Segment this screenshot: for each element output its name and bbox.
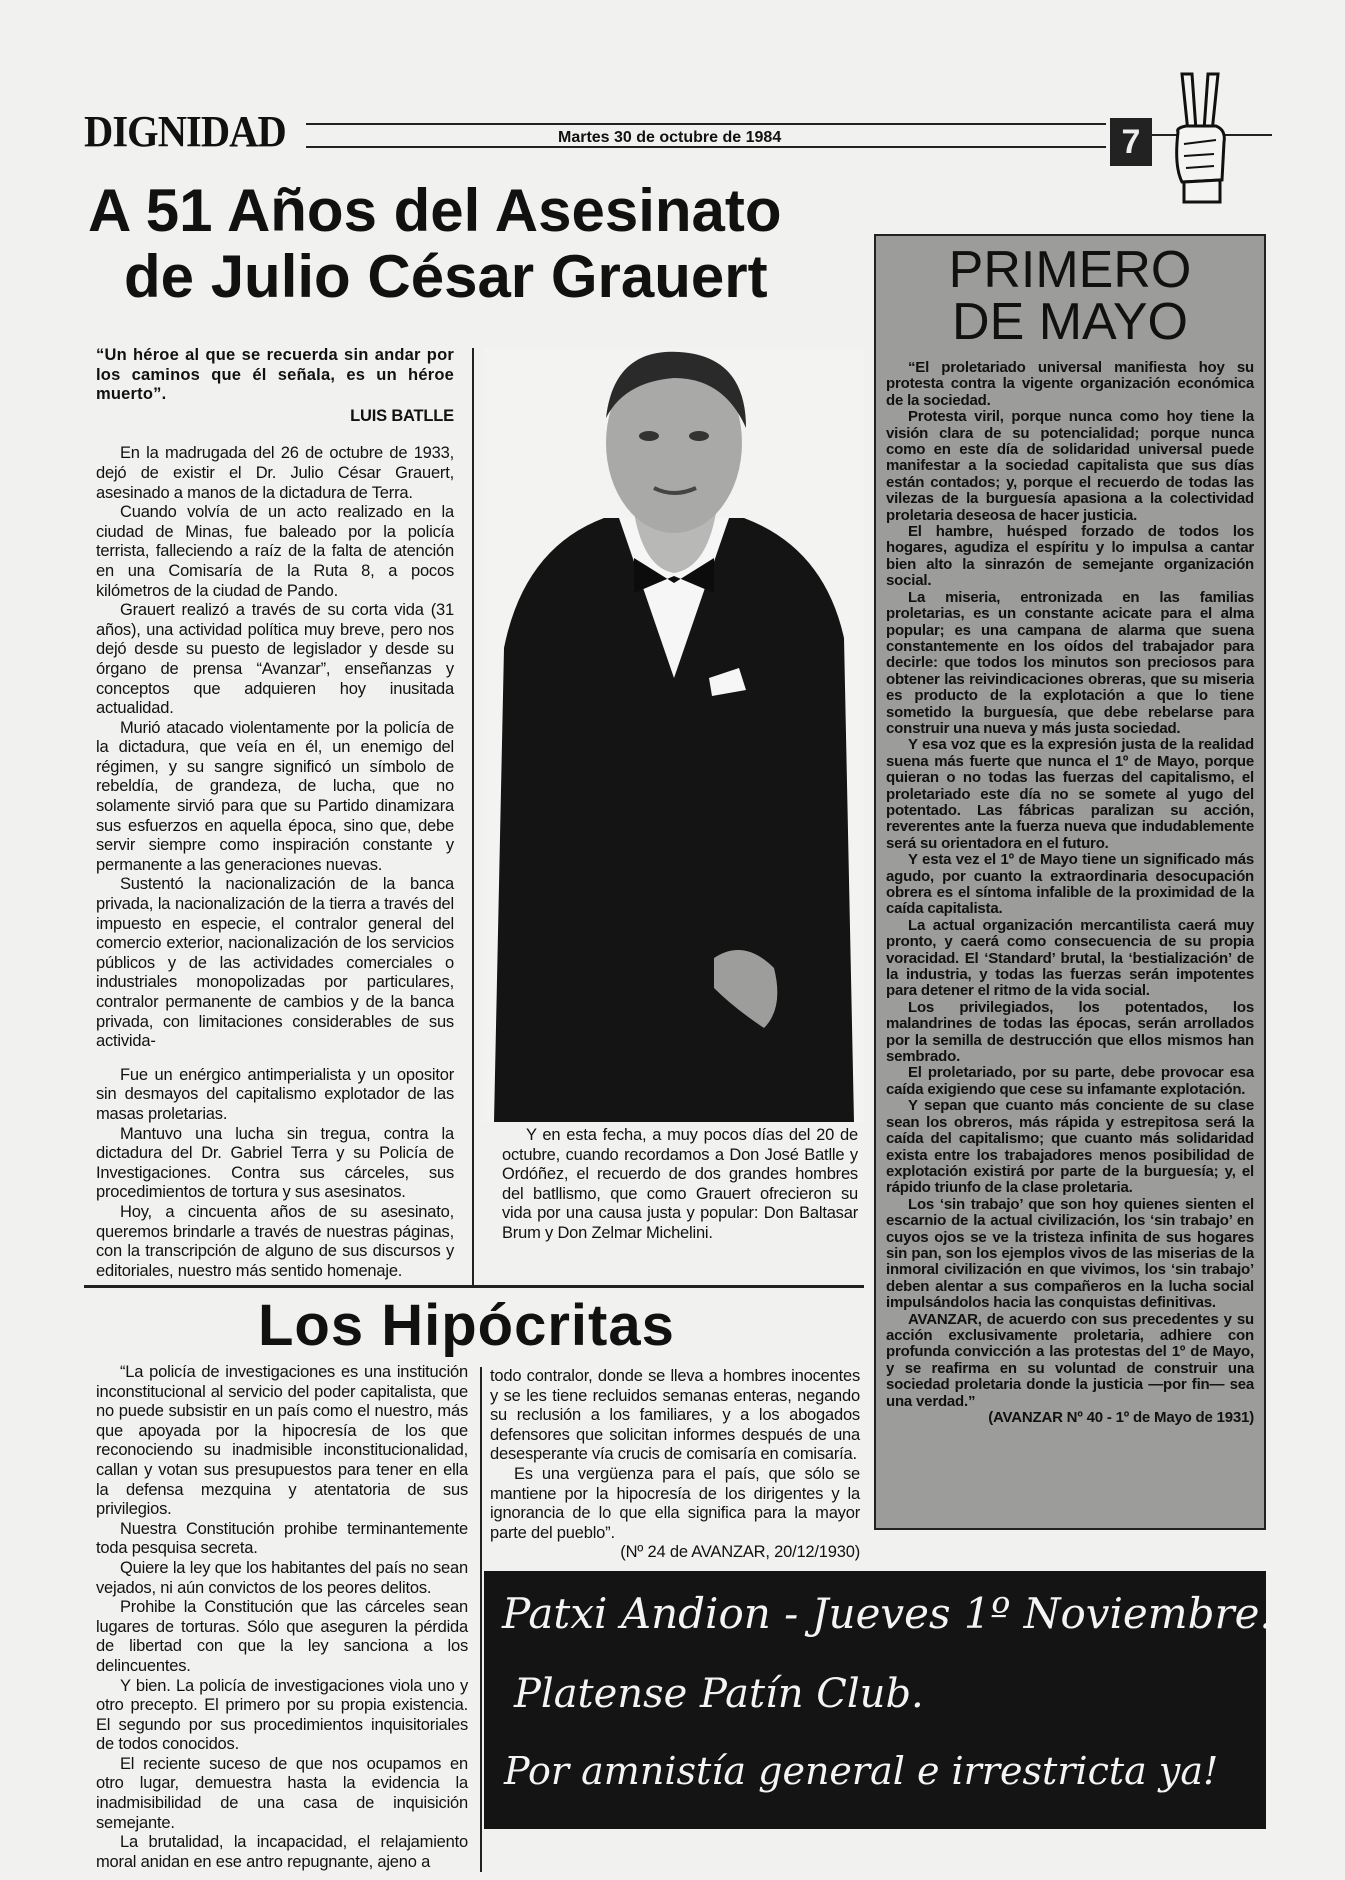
sidebar-paragraph: Y sepan que cuanto más conciente de su clase sean los obreros, más rápida y estrepitosa será la caída del capitalismo; que cuanto más solidaridad exista entre los trabajadores menos posibilidad de explotación existirá por parte de la burguesía; y, el rápido triunfo de la clase proletaria. — [886, 1097, 1254, 1197]
banner-line-1: Patxi Andion - Jueves 1º Noviembre. — [502, 1589, 1273, 1638]
article-paragraph: Mantuvo una lucha sin tregua, contra la dictadura del Dr. Gabriel Terra y su Policía de Investigaciones. Contra sus cárceles, sus procedimientos de tortura y sus asesinatos. — [96, 1124, 454, 1202]
photo-caption — [502, 1126, 858, 1244]
masthead: DIGNIDAD — [84, 107, 286, 156]
sidebar-paragraph: La actual organización mercantilista caerá muy pronto, y caerá como consecuencia de su propia voracidad. El ‘Standard’ brutal, la ‘bestialización’ de la industria, y todas las fuerzas serán impotentes para detener el ritmo de la vida social. — [886, 916, 1254, 1000]
article-paragraph: Cuando volvía de un acto realizado en la ciudad de Minas, fue baleado por la policía terrista, falleciendo a raíz de la falta de atención en una Comisaría de la Ruta 8, a pocos kilómetros de la ciudad de Pando. — [96, 503, 454, 600]
sidebar-paragraph: Los privilegiados, los potentados, los malandrines de todas las épocas, serán arrollados por la semilla de destrucción que ellos mismos han sembrado. — [886, 998, 1254, 1066]
headline-line-1: A 51 Años del Asesinato — [88, 177, 782, 244]
hipocritas-paragraph: Es una vergüenza para el país, que sólo se mantiene por la hipocresía de los dirigentes y la ignorancia de lo que ella significa para la mayor parte del pueblo”. — [490, 1464, 860, 1542]
epigraph-author: LUIS BATLLE — [350, 406, 454, 425]
column-divider — [472, 348, 474, 1285]
sidebar-paragraph: “El proletariado universal manifiesta hoy su protesta contra la vigente organización económica de la sociedad. — [886, 359, 1254, 409]
article-column — [96, 346, 454, 1281]
section-rule — [84, 1285, 864, 1288]
event-banner — [484, 1571, 1273, 1829]
article-paragraph: Grauert realizó a través de su corta vida (31 años), una actividad política muy breve, pero nos dejó desde su puesto de legislador y desde su órgano de prensa “Avanzar”, enseñanzas y conceptos que adquieren hoy inusitada actualidad. — [96, 601, 454, 718]
hipocritas-paragraph: todo contralor, donde se lleva a hombres inocentes y se les tiene recluidos semanas enteras, negando su reclusión a los familiares, y a los abogados defensores que solicitan informes después de una desesperante vía crucis de comisaría en comisaría. — [490, 1367, 860, 1464]
sidebar-paragraph: El hambre, huésped forzado de todos los hogares, agudiza el espíritu y lo impulsa a cantar bien alto la sinrazón de semejante organización social. — [886, 523, 1254, 590]
hipocritas-column-left — [96, 1363, 468, 1872]
hipocritas-paragraph: Quiere la ley que los habitantes del país no sean vejados, ni aún convictos de los peores delitos. — [96, 1558, 468, 1597]
epigraph-quote: “Un héroe al que se recuerda sin andar por los caminos que él señala, es un héroe muerto”. — [96, 346, 454, 404]
hipocritas-source: (Nº 24 de AVANZAR, 20/12/1930) — [620, 1543, 860, 1562]
banner-line-3: Por amnistía general e irrestricta ya! — [504, 1749, 1219, 1793]
article-paragraph: En la madrugada del 26 de octubre de 1933, dejó de existir el Dr. Julio César Grauert, asesinado a manos de la dictadura de Terra. — [96, 444, 454, 502]
page-number: 7 — [1110, 118, 1152, 166]
sidebar-paragraph: AVANZAR, de acuerdo con sus precedentes y su acción exclusivamente proletaria, adhiere con profunda convicción a las protestas del 1º de Mayo, y se reafirma en su voluntad de construir una sociedad proletaria donde la justicia —por fin— sea una verdad.” — [886, 1310, 1254, 1410]
sidebar-primero-de-mayo — [874, 234, 1266, 1530]
sidebar-paragraph: Y esta vez el 1º de Mayo tiene un significado más agudo, por cuanto la extraordinaria desocupación obrera es el síntoma infalible de la proximidad de la caída capitalista. — [886, 851, 1254, 918]
article-headline — [88, 178, 868, 310]
sidebar-title-line-2: DE MAYO — [952, 293, 1188, 351]
scan-gap — [96, 1052, 454, 1066]
sidebar-paragraph: Los ‘sin trabajo’ que son hoy quienes sienten el escarnio de la actual civilización, los ‘sin trabajo’ en cuyos ojos se ve la tristeza infinita de sus hogares sin pan, son los ejemplos vivos de las miserias de la inmoral civilización en que vivimos, los ‘sin trabajo’ deben alentar a sus compañeros en la lucha social impulsándolos hacia las conquistas definitivas. — [886, 1195, 1254, 1312]
sidebar-paragraph: Protesta viril, porque nunca como hoy tiene la visión clara de su potencialidad; porque nunca como en este día de solidaridad universal puede manifestar a la sociedad capitalista que sus días están contados; y, porque el recuerdo de todas las vilezas de la burguesía apasiona a la colectividad proletaria deseosa de hacer justicia. — [886, 408, 1254, 524]
sidebar-paragraph: El proletariado, por su parte, debe provocar esa caída exigiendo que cese su infamante explotación. — [886, 1064, 1254, 1098]
photo-caption-text: Y en esta fecha, a muy pocos días del 20 de octubre, cuando recordamos a Don José Batlle y Ordóñez, el recuerdo de dos grandes hombres del batllismo, que como Grauert ofrecieron su vida por una causa justa y popular: Don Baltasar Brum y Don Zelmar Michelini. — [502, 1126, 858, 1242]
hipocritas-paragraph: El reciente suceso de que nos ocupamos en otro lugar, demuestra hasta la evidencia la inadmisibilidad de una casa de inquisición semejante. — [96, 1754, 468, 1832]
header-rule-top — [306, 123, 1106, 125]
hipocritas-paragraph: “La policía de investigaciones es una institución inconstitucional al servicio del poder capitalista, que no puede subsistir en un país como el nuestro, más que apoyada por la hipocresía de los que reconociendo su inadmisible inconstitucionalidad, callan y votan sus presupuestos para tener en ella la defensa mezquina y atentatoria de sus privilegios. — [96, 1363, 468, 1519]
sidebar-paragraph: Y esa voz que es la expresión justa de la realidad suena más fuerte que nunca el 1º de Mayo, porque quieran o no todas las fuerzas del capitalismo, el proletariado este día no se somete al yugo del potentado. Las fábricas paralizan su acción, reverentes ante la fuerza nueva que indudablemente será su orientadora en el futuro. — [886, 736, 1254, 852]
portrait-photo — [484, 348, 864, 1122]
article-paragraph: Murió atacado violentamente por la policía de la dictadura, que veía en él, un enemigo del régimen, y su sangre significó un símbolo de rebeldía, de grandeza, de lucha, que no solamente sirvió para que su Partido dinamizara sus esfuerzos en aquella época, sino que, debe servir siempre como inspiración constante y permanente a las generaciones nuevas. — [96, 718, 454, 874]
article-paragraph: Sustentó la nacionalización de la banca privada, la nacionalización de la tierra a través del impuesto en especie, el contralor general del comercio exterior, nacionalización de los servicios públicos y de las actividades comerciales o industriales monopolizadas por particulares, contralor permanente de cambios y de la banca privada, con limitaciones considerables de sus activida- — [96, 875, 454, 1051]
hipocritas-paragraph: La brutalidad, la incapacidad, el relajamiento moral anidan en ese antro repugnante, ajeno a — [96, 1833, 468, 1871]
banner-line-2: Platense Patín Club. — [514, 1671, 924, 1717]
hipocritas-paragraph: Nuestra Constitución prohibe terminantemente toda pesquisa secreta. — [96, 1519, 468, 1558]
sidebar-paragraph: La miseria, entronizada en las familias proletarias, es un constante acicate para el alma popular; es una campana de alarma que suena constantemente en los oídos del trabajador para decirle: que todos los minutos son preciosos para obtener las reivindicaciones obreras, que su miseria es producto de la explotación a que lo tiene sometido la burguesía, que debe rebelarse para construir una nueva y más justa sociedad. — [886, 588, 1254, 737]
article-paragraph: Fue un enérgico antimperialista y un opositor sin desmayos del capitalismo explotador de las masas proletarias. — [96, 1065, 454, 1123]
victory-hand-icon — [1168, 70, 1232, 206]
sidebar-title-line-1: PRIMERO — [948, 241, 1192, 299]
sidebar-source: (AVANZAR Nº 40 - 1º de Mayo de 1931) — [988, 1409, 1254, 1426]
sidebar-title — [886, 241, 1254, 351]
sidebar-body — [886, 360, 1254, 1426]
hipocritas-column-right — [490, 1367, 860, 1563]
hipocritas-paragraph: Y bien. La policía de investigaciones viola uno y otro precepto. El primero por su propia existencia. El segundo por sus procedimientos inquisitoriales de todos conocidos. — [96, 1676, 468, 1754]
hipocritas-title: Los Hipócritas — [258, 1293, 675, 1358]
article-paragraph: Hoy, a cincuenta años de su asesinato, queremos brindarle a través de nuestras páginas, con la transcripción de alguno de sus discursos y editoriales, nuestro más sentido homenaje. — [96, 1202, 454, 1280]
issue-date: Martes 30 de octubre de 1984 — [558, 129, 782, 146]
headline-line-2: de Julio César Grauert — [124, 243, 768, 310]
hipocritas-paragraph: Prohibe la Constitución que las cárceles sean lugares de torturas. Sólo que aseguren la pérdida de libertad con que la ley sanciona a los delincuentes. — [96, 1598, 468, 1675]
column-divider — [480, 1367, 482, 1872]
